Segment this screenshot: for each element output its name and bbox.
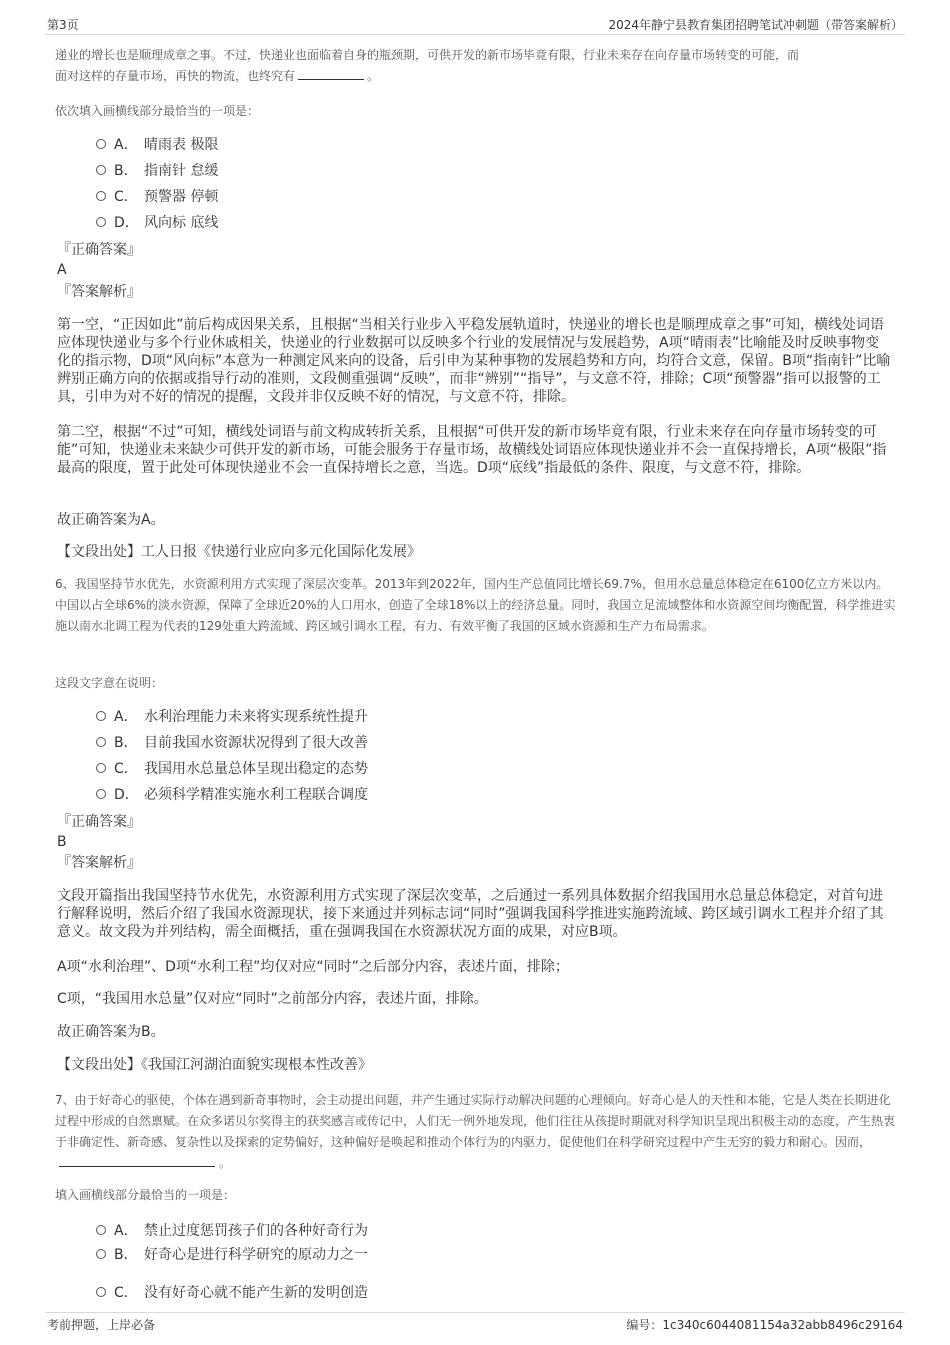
radio-icon[interactable] bbox=[96, 1249, 106, 1259]
q6-stem: 这段文字意在说明： bbox=[55, 676, 164, 690]
q5-stem: 依次填入画横线部分最恰当的一项是： bbox=[55, 104, 260, 118]
q5-passage-line2 bbox=[55, 66, 895, 87]
option-text: 必须科学精准实施水利工程联合调度 bbox=[144, 787, 368, 803]
radio-icon[interactable] bbox=[96, 711, 106, 721]
q6-answer-label: 『正确答案』 bbox=[57, 814, 141, 830]
option-letter: A． bbox=[114, 1223, 138, 1239]
q5-answer-label: 『正确答案』 bbox=[57, 242, 141, 258]
q5-option-d[interactable] bbox=[96, 213, 218, 233]
option-text: 水利治理能力未来将实现系统性提升 bbox=[144, 709, 368, 725]
q7-number: 7、 bbox=[55, 1093, 75, 1107]
q6-number: 6、 bbox=[55, 577, 75, 591]
option-text: 指南针 怠缓 bbox=[144, 163, 219, 179]
q7-option-c[interactable] bbox=[96, 1283, 368, 1303]
radio-icon[interactable] bbox=[96, 1225, 106, 1235]
option-letter: D． bbox=[114, 215, 139, 231]
q5-passage-end: 。 bbox=[367, 69, 380, 83]
q5-analysis-label: 『答案解析』 bbox=[57, 284, 141, 300]
q5-source: 【文段出处】工人日报《快递行业应向多元化国际化发展》 bbox=[57, 544, 421, 560]
option-letter: C． bbox=[114, 1285, 138, 1301]
q6-option-b[interactable] bbox=[96, 733, 368, 753]
radio-icon[interactable] bbox=[96, 165, 106, 175]
page-number: 第3页 bbox=[47, 18, 79, 32]
q6-option-a[interactable] bbox=[96, 707, 368, 727]
q7-passage bbox=[55, 1090, 897, 1174]
option-text: 目前我国水资源状况得到了很大改善 bbox=[144, 735, 368, 751]
document-title: 2024年静宁县教育集团招聘笔试冲刺题（带答案解析） bbox=[608, 18, 903, 32]
page-footer bbox=[45, 1312, 905, 1333]
q6-analysis-label: 『答案解析』 bbox=[57, 855, 141, 871]
q5-answer: A bbox=[57, 262, 67, 278]
option-text: 没有好奇心就不能产生新的发明创造 bbox=[144, 1285, 368, 1301]
q5-passage bbox=[55, 45, 895, 87]
radio-icon[interactable] bbox=[96, 139, 106, 149]
page-header bbox=[45, 14, 905, 35]
q5-analysis-para2: 第二空，根据“不过”可知，横线处词语与前文构成转折关系，且根据“可供开发的新市场毕竟有限，行业未来存在向存量市场转变的可能”可知，快递业未来缺少可供开发的新市场，可能会服务于存量市场，故横线处词语应体现快递业并不会一直保持增长，A项“极限”指最高的限度，置于此处可体现快递业不会一直保持增长之意，当选。D项“底线”指最低的条件、限度，与文意不符，排除。 bbox=[57, 424, 887, 476]
q6-passage bbox=[55, 574, 897, 637]
q6-text: 我国坚持节水优先，水资源利用方式实现了深层次变革。2013年到2022年，国内生产总值同比增长69.7%，但用水总量总体稳定在6100亿立方米以内。中国以占全球6%的淡水资源，保障了全球近20%的人口用水，创造了全球18%以上的经济总量。同时，我国立足流域整体和水资源空间均衡配置，科学推进实施以南水北调工程为代表的129处重大跨流域、跨区域引调水工程，有力、有效平衡了我国的区域水资源和生产力布局需求。 bbox=[55, 577, 896, 633]
option-letter: B． bbox=[114, 735, 138, 751]
radio-icon[interactable] bbox=[96, 1287, 106, 1297]
option-letter: B． bbox=[114, 163, 138, 179]
document-id: 编号：1c340c6044081154a32abb8496c29164 bbox=[626, 1318, 903, 1332]
radio-icon[interactable] bbox=[96, 763, 106, 773]
q7-text: 由于好奇心的驱使，个体在遇到新奇事物时，会主动提出问题，并产生通过实际行动解决问题的心理倾向。好奇心是人的天性和本能，它是人类在长期进化过程中形成的自然禀赋。在众多诺贝尔奖得主的获奖感言或传记中，人们无一例外地发现，他们往往从孩提时期就对科学知识呈现出积极主动的态度，产生热衷于非确定性、新奇感、复杂性以及探索的定势偏好，这种偏好是唤起和推动个体行为的内驱力，促使他们在科学研究过程中产生无穷的毅力和耐心。因而， bbox=[55, 1093, 896, 1149]
radio-icon[interactable] bbox=[96, 191, 106, 201]
q5-conclusion: 故正确答案为A。 bbox=[57, 512, 165, 528]
q7-text-end: 。 bbox=[219, 1156, 232, 1170]
q5-passage-line1: 递业的增长也是顺理成章之事。不过，快递业也面临着自身的瓶颈期，可供开发的新市场毕竟有限，行业未来存在向存量市场转变的可能，而 bbox=[55, 48, 800, 62]
q7-option-b[interactable] bbox=[96, 1245, 368, 1265]
option-text: 好奇心是进行科学研究的原动力之一 bbox=[144, 1247, 368, 1263]
option-letter: D． bbox=[114, 787, 139, 803]
q6-source: 【文段出处】《我国江河湖泊面貌实现根本性改善》 bbox=[57, 1057, 372, 1073]
q6-conclusion: 故正确答案为B。 bbox=[57, 1024, 165, 1040]
option-letter: C． bbox=[114, 761, 138, 777]
q5-passage-text: 面对这样的存量市场，再快的物流，也终究有 bbox=[55, 69, 296, 83]
q6-option-d[interactable] bbox=[96, 785, 368, 805]
option-letter: B． bbox=[114, 1247, 138, 1263]
q6-analysis-para1: 文段开篇指出我国坚持节水优先，水资源利用方式实现了深层次变革，之后通过一系列具体数据介绍我国用水总量总体稳定，对首句进行解释说明，然后介绍了我国水资源现状，接下来通过并列标志词“同时”强调我国科学推进实施跨流域、跨区域引调水工程并介绍了其意义。故文段为并列结构，需全面概括，重在强调我国在水资源状况方面的成果，对应B项。 bbox=[57, 888, 884, 940]
q7-option-a[interactable] bbox=[96, 1221, 368, 1241]
option-letter: C． bbox=[114, 189, 138, 205]
radio-icon[interactable] bbox=[96, 217, 106, 227]
option-text: 禁止过度惩罚孩子们的各种好奇行为 bbox=[144, 1223, 368, 1239]
option-text: 晴雨表 极限 bbox=[144, 137, 219, 153]
q5-option-c[interactable] bbox=[96, 187, 218, 207]
q6-analysis-para3: C项，“我国用水总量”仅对应“同时”之前部分内容，表述片面，排除。 bbox=[57, 991, 488, 1007]
option-text: 我国用水总量总体呈现出稳定的态势 bbox=[144, 761, 368, 777]
option-text: 预警器 停顿 bbox=[144, 189, 219, 205]
footer-slogan: 考前押题，上岸必备 bbox=[47, 1318, 156, 1332]
option-letter: A． bbox=[114, 709, 138, 725]
q7-stem: 填入画横线部分最恰当的一项是： bbox=[55, 1188, 236, 1202]
radio-icon[interactable] bbox=[96, 789, 106, 799]
option-text: 风向标 底线 bbox=[144, 215, 219, 231]
q5-option-b[interactable] bbox=[96, 161, 218, 181]
q5-blank bbox=[298, 67, 364, 80]
q5-analysis-para1: 第一空，“正因如此”前后构成因果关系，且根据“当相关行业步入平稳发展轨道时，快递业的增长也是顺理成章之事”可知，横线处词语应体现快递业与多个行业休戚相关，快递业的行业数据可以反映多个行业的发展情况与发展趋势，A项“晴雨表”比喻能及时反映事物变化的指示物，D项“风向标”本意为一种测定风来向的设备，后引申为某种事物的发展趋势和方向，均符合文意，保留。B项“指南针”比喻辨别正确方向的依据或指导行动的准则，文段侧重强调“反映”，而非“辨别”“指导”，与文意不符，排除；C项“预警器”指可以报警的工具，引申为对不好的情况的提醒，文段并非仅反映不好的情况，与文意不符，排除。 bbox=[57, 317, 891, 405]
q7-blank bbox=[59, 1154, 215, 1167]
q6-analysis-para2: A项“水利治理”、D项“水利工程”均仅对应“同时”之后部分内容，表述片面，排除； bbox=[57, 959, 569, 975]
q6-answer: B bbox=[57, 834, 67, 850]
q6-option-c[interactable] bbox=[96, 759, 368, 779]
radio-icon[interactable] bbox=[96, 737, 106, 747]
option-letter: A． bbox=[114, 137, 138, 153]
q5-option-a[interactable] bbox=[96, 135, 218, 155]
